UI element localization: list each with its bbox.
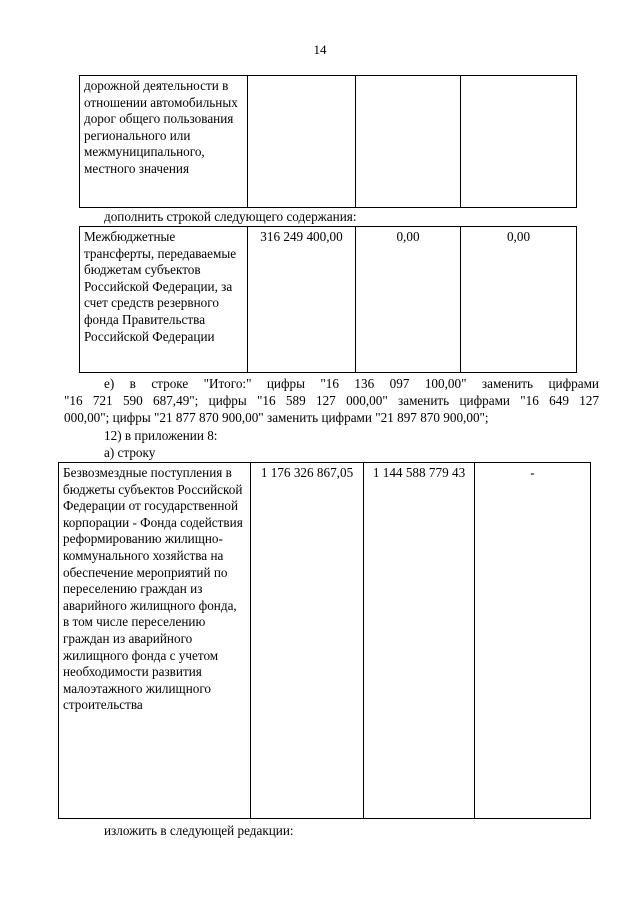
text-restate: изложить в следующей редакции:	[104, 823, 294, 838]
text-add-row: дополнить строкой следующего содержания:	[104, 209, 357, 224]
table-row	[80, 227, 577, 373]
value-cell-2: 0,00	[356, 227, 461, 373]
item-12-heading: 12) в приложении 8:	[104, 428, 218, 443]
table-row	[80, 76, 577, 208]
value-cell-3	[461, 76, 577, 208]
paragraph-e-line-1: е) в строке "Итого:" цифры "16 136 097 100,00" заменить цифрами	[104, 376, 599, 391]
paragraph-e-line-3: 000,00"; цифры "21 877 870 900,00" заменить цифрами "21 897 870 900,00";	[64, 410, 489, 425]
page-number: 14	[313, 42, 327, 57]
value-cell-1	[248, 76, 356, 208]
value-cell-3: -	[475, 463, 591, 819]
value-cell-3: 0,00	[461, 227, 577, 373]
value-cell-2	[356, 76, 461, 208]
row-label-cell: Межбюджетные трансферты, передаваемые бюджетам субъектов Российской Федерации, за счет средств резервного фонда Правительства Российской Федерации	[80, 227, 248, 373]
row-label-cell: Безвозмездные поступления в бюджеты субъектов Российской Федерации от государственной корпорации - Фонда содействия реформированию жилищно-коммунального хозяйства на обеспечение мероприятий по переселению граждан из аварийного жилищного фонда, в том числе переселению граждан из аварийного жилищного фонда с учетом необходимости развития малоэтажного жилищного строительства	[59, 463, 251, 819]
row-label-cell: дорожной деятельности в отношении автомобильных дорог общего пользования регионального или межмуниципального, местного значения	[80, 76, 248, 208]
item-a-heading: а) строку	[104, 445, 156, 460]
table-grants-fund	[58, 462, 591, 819]
table-interbudget-transfers	[79, 226, 577, 373]
value-cell-1: 1 176 326 867,05	[251, 463, 364, 819]
paragraph-e-line-2: "16 721 590 687,49"; цифры "16 589 127 000,00" заменить цифрами "16 649 127	[64, 393, 599, 408]
value-cell-2: 1 144 588 779 43	[364, 463, 475, 819]
table-road-activity	[79, 75, 577, 208]
value-cell-1: 316 249 400,00	[248, 227, 356, 373]
table-row	[59, 463, 591, 819]
